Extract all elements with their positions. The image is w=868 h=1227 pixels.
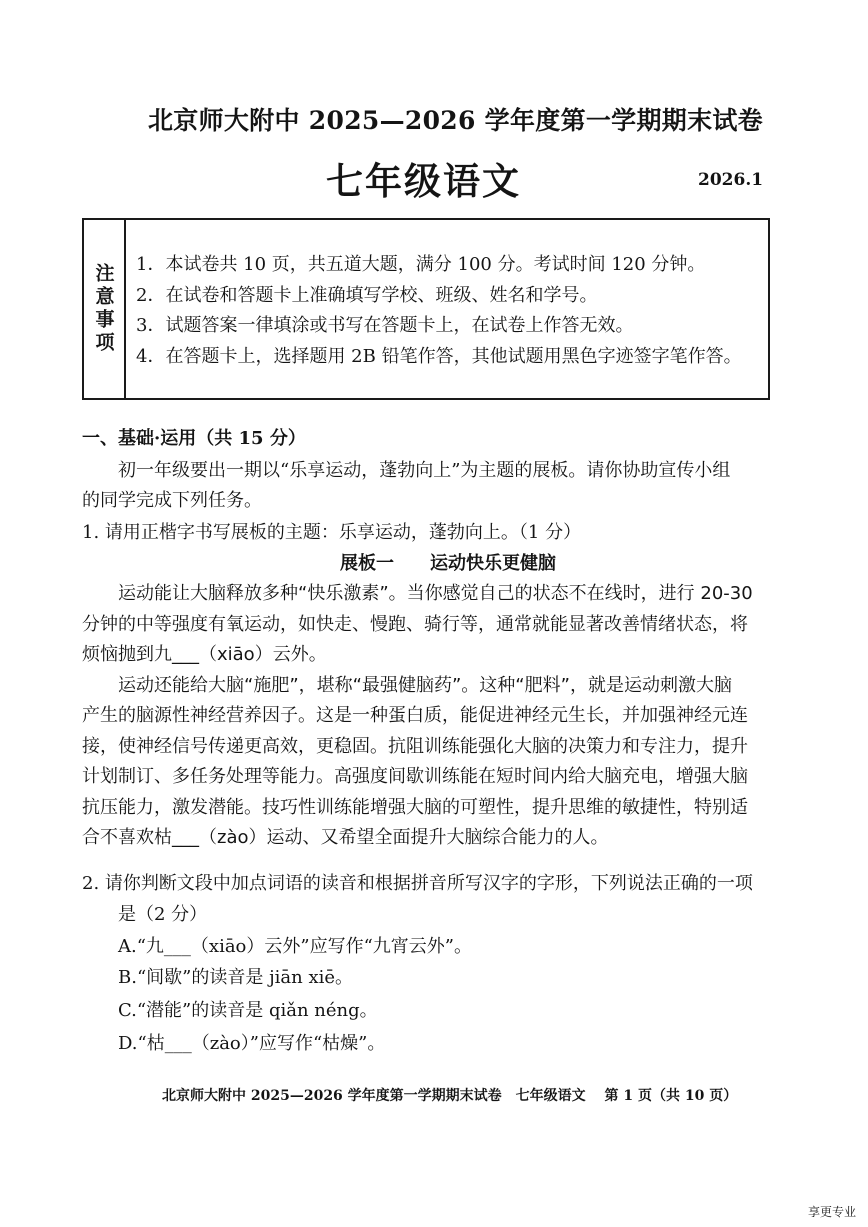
question-2: 2. 请你判断文段中加点词语的读音和根据拼音所写汉字的字形，下列说法正确的一项 [82,873,753,894]
corner-watermark: 享更专业 [808,1205,857,1219]
exam-subtitle: 七年级语文 [326,159,521,203]
notice-item: 2．在试卷和答题卡上准确填写学校、班级、姓名和学号。 [136,284,598,306]
intro-line: 的同学完成下列任务。 [82,490,262,511]
passage-line: 抗压能力，激发潜能。技巧性训练能增强大脑的可塑性，提升思维的敏捷性，特别适 [82,796,748,818]
notice-item: 3．试题答案一律填涂或书写在答题卡上，在试卷上作答无效。 [136,315,634,336]
notice-label-cell [84,220,126,398]
passage-line: 烦恼抛到九___（xiāo）云外。 [82,644,327,665]
notice-item: 4．在答题卡上，选择题用 2B 铅笔作答，其他试题用黑色字迹签字笔作答。 [136,345,742,367]
option-b: B.“间歇”的读音是 jiān xiē。 [118,967,354,988]
panel-heading: 展板一 运动快乐更健脑 [340,553,556,574]
panel-passage [82,579,832,854]
option-d: D.“枯___（zào）”应写作“枯燥”。 [118,1033,386,1054]
option-a: A.“九___（xiāo）云外”应写作“九宵云外”。 [118,936,473,957]
section-heading: 一、基础·运用（共 15 分） [82,428,306,449]
passage-line: 产生的脑源性神经营养因子。这是一种蛋白质，能促进神经元生长，并加强神经元连 [82,705,748,726]
notice-box [82,218,770,400]
passage-line: 计划制订、多任务处理等能力。高强度间歇训练能在短时间内给大脑充电，增强大脑 [82,766,748,787]
exam-date: 2026.1 [698,170,764,190]
question-2-cont: 是（2 分） [118,904,208,925]
passage-line: 分钟的中等强度有氧运动，如快走、慢跑、骑行等，通常就能显著改善情绪状态，将 [82,613,748,635]
option-c: C.“潜能”的读音是 qiǎn néng。 [118,1000,378,1021]
passage-line: 接，使神经信号传递更高效，更稳固。抗阻训练能强化大脑的决策力和专注力，提升 [82,735,748,757]
passage-line: 合不喜欢枯___（zào）运动、又希望全面提升大脑综合能力的人。 [82,827,609,848]
passage-line: 运动还能给大脑“施肥”，堪称“最强健脑药”。这种“肥料”，就是运动刺激大脑 [118,674,732,696]
question-1: 1. 请用正楷字书写展板的主题：乐享运动，蓬勃向上。（1 分） [82,522,582,543]
passage-line: 运动能让大脑释放多种“快乐激素”。当你感觉自己的状态不在线时，进行 20-30 [118,583,753,604]
notice-label: 注意事项 [92,263,115,355]
notice-item: 1．本试卷共 10 页，共五道大题，满分 100 分。考试时间 120 分钟。 [136,254,706,275]
notice-list [136,250,742,372]
exam-title: 北京师大附中 2025—2026 学年度第一学期期末试卷 [148,106,763,135]
intro-line: 初一年级要出一期以“乐享运动，蓬勃向上”为主题的展板。请你协助宣传小组 [118,460,731,481]
page-footer: 北京师大附中 2025—2026 学年度第一学期期末试卷 七年级语文 第 1 页（共 10 页） [162,1088,738,1104]
